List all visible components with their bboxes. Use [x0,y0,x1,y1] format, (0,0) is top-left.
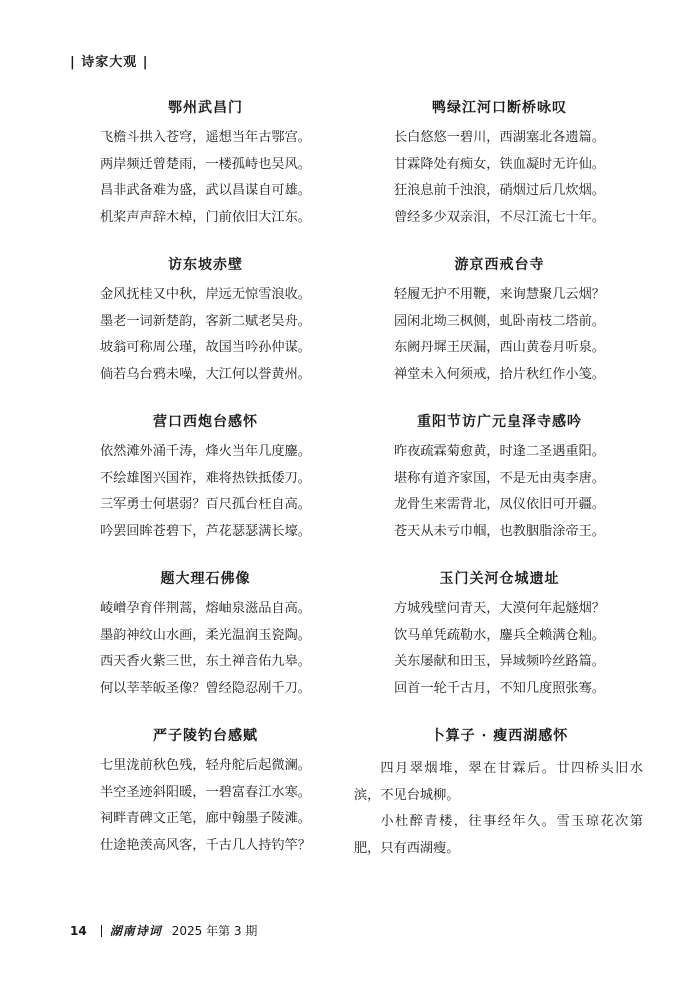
poem-line: 三军勇士何堪弱？百尺孤台枉自高。 [100,497,311,512]
poem-line: 金风抚桂又中秋，岸远无惊雪浪收。 [100,287,311,302]
poem-line: 依然滩外涌千涛，烽火当年几度鏖。 [100,444,311,459]
poem-line: 昌非武备难为盛，武以昌谋自可雄。 [100,183,311,198]
poem-line: 狂浪息前千浊浪，硝烟过后几炊烟。 [394,183,605,198]
poem-title: 鄂州武昌门 [168,100,243,116]
poem-line: 禅堂未入何须戒，拾片秋红作小笺。 [394,366,605,382]
poem-title: 卜算子 · 瘦西湖感怀 [430,728,569,744]
poem-title: 题大理石佛像 [160,571,251,587]
poem-title: 玉门关河仓城遗址 [439,571,560,587]
poem-line: 苍天从未亏巾帼，也教胭脂涂帝王。 [394,523,605,539]
poem-line: 崚嶒孕育伴荆蒿，熔岫泉滋品自高。 [100,601,311,616]
poem [352,569,647,726]
poem [58,569,353,726]
poem-title: 游京西戒台寺 [454,257,545,273]
ci-paragraph: 小杜醉青楼，往事经年久。雪玉琼花次第肥，只有西湖瘦。 [354,814,643,856]
poem-title: 访东坡赤壁 [168,257,243,273]
poem-line: 西天香火紫三世，东土禅音佑九皋。 [100,654,311,669]
footer-divider [101,925,102,937]
poem-line: 堪称有道齐家国，不是无由夷李唐。 [394,470,605,486]
page-number: 14 [70,923,87,938]
poem-line: 坡翁可称周公瑾，故国当吟孙仲谋。 [100,340,311,355]
poem-line: 甘霖降处有痴女，铁血凝时无许仙。 [394,156,605,172]
poem-line: 机桨声声辞木棹，门前依旧大江东。 [100,209,311,225]
poem-line: 仕途艳羡高风客，千古几人持钓竿？ [100,837,311,853]
poem-line: 长白悠悠一碧川，西湖塞北各遗篇。 [394,130,605,145]
poem-line: 不绘雄图兴国祚，难将热铁抵倭刀。 [100,470,311,486]
poem-line: 祠畔青碑文正笔，廊中翰墨子陵滩。 [100,811,311,826]
poem-line: 七里泷前秋色残，轻舟舵后起微澜。 [100,758,311,773]
poem [58,98,353,255]
poem-line: 龙骨生来需背北，凤仪依旧可开疆。 [394,497,605,512]
poem-line: 倘若乌台鸦未噪，大江何以誉黄州。 [100,366,311,382]
poem [58,255,353,412]
ci-paragraph: 四月翠烟堆，翠在甘霖后。廿四桥头旧水滨，不见台城柳。 [354,761,643,803]
poem-line: 园闲北坳三枫侧，虬卧南枝二塔前。 [394,313,605,329]
poem-line: 方城残壁问青天，大漠何年起燧烟？ [394,601,605,616]
poem [352,412,647,569]
poem-line: 半空圣迹斜阳暖，一碧富春江水寒。 [100,784,311,800]
poem-title: 鸭绿江河口断桥咏叹 [432,100,567,116]
page-footer [70,922,257,939]
issue-label: 2025 年第 3 期 [171,924,258,938]
poem [58,412,353,569]
poem-title: 重阳节访广元皇泽寺感吟 [417,414,582,430]
magazine-name: 湖南诗词 [109,924,162,938]
poem-title: 营口西炮台感怀 [153,414,258,430]
poem-line: 昨夜疏霖菊愈黄，时逢二圣遇重阳。 [394,444,605,459]
poem-line: 墨老一词新楚韵，客新二赋老吴舟。 [100,313,311,329]
left-column [58,98,353,883]
poem-line: 回首一轮千古月，不知几度照张骞。 [394,680,605,696]
poem-title: 严子陵钓台感赋 [153,728,258,744]
poem [352,255,647,412]
poem-line: 东阙丹墀王厌漏，西山黄卷月听泉。 [394,340,605,355]
poem [58,726,353,883]
poem-line: 吟罢回眸苍碧下，芦花瑟瑟满长壕。 [100,523,311,539]
section-header: | 诗家大观 | [70,55,149,70]
poem [352,98,647,255]
poem-line: 两岸频迁曾楚雨，一楼孤峙也吴风。 [100,156,311,172]
poem-line: 飞檐斗拱入苍穹，遥想当年古鄂宫。 [100,130,311,145]
poem-line: 轻履无护不用鞭，来询慧聚几云烟？ [394,287,605,302]
poem-line: 何以莘莘皈圣像？曾经隐忍剐千刀。 [100,680,311,696]
right-column [352,98,647,883]
poem-line: 曾经多少双亲泪，不尽江流七十年。 [394,209,605,225]
poem-line: 墨韵神纹山水画，柔光温润玉瓷陶。 [100,627,311,643]
poem-line: 饮马单凭疏勒水，鏖兵全赖满仓籼。 [394,627,605,643]
poem-line: 关东屡献和田玉，异域频吟丝路篇。 [394,654,605,669]
poem [352,726,647,883]
